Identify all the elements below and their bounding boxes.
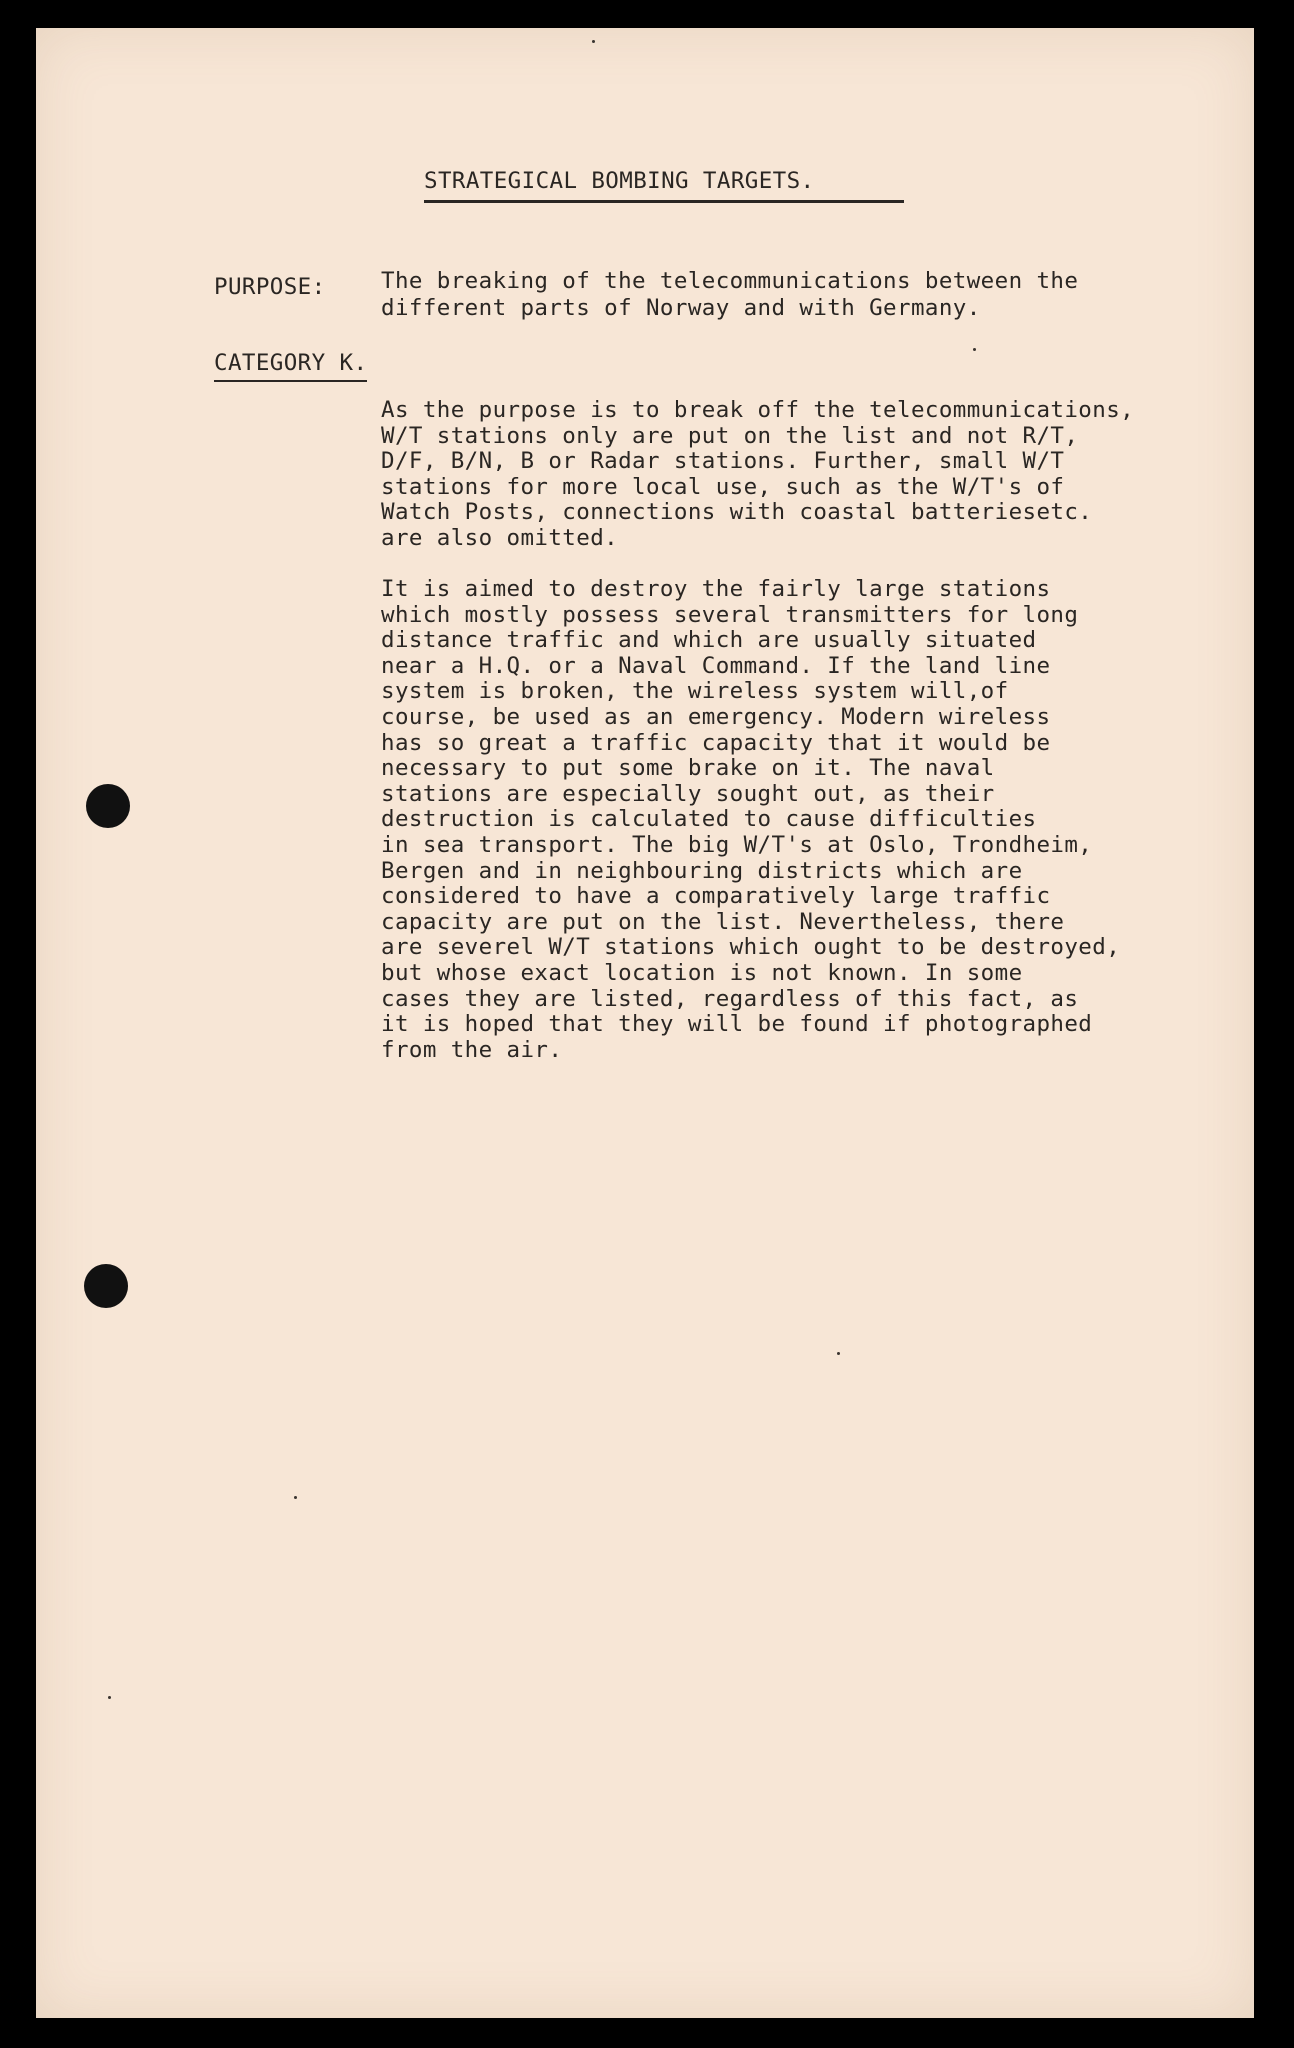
- purpose-label: PURPOSE:: [214, 274, 326, 300]
- paper-speck: [837, 1352, 840, 1355]
- text-line: As the purpose is to break off the telecommunications,: [381, 397, 1135, 423]
- text-line: near a H.Q. or a Naval Command. If the land line: [381, 652, 1051, 679]
- text-line: D/F, B/N, B or Radar stations. Further, small W/T: [381, 448, 1065, 475]
- text-line: in sea transport. The big W/T's at Oslo, Trondheim,: [381, 831, 1093, 858]
- paper-speck: [973, 348, 976, 351]
- punch-hole-upper: [86, 784, 130, 828]
- paragraph-1: [381, 398, 1241, 552]
- text-line: course, be used as an emergency. Modern wireless: [381, 703, 1051, 730]
- text-line: stations for more local use, such as the W/T's of: [381, 473, 1065, 500]
- text-line: necessary to put some brake on it. The naval: [381, 755, 995, 782]
- text-line: but whose exact location is not known. In some: [381, 959, 1023, 986]
- paper-speck: [108, 1696, 111, 1699]
- document-title: STRATEGICAL BOMBING TARGETS.: [424, 168, 904, 203]
- text-line: are severel W/T stations which ought to be destroyed,: [381, 934, 1121, 961]
- text-line: from the air.: [381, 1036, 563, 1063]
- text-line: destruction is calculated to cause difficulties: [381, 806, 1037, 833]
- text-line: Bergen and in neighbouring districts which are: [381, 857, 1023, 884]
- paper-speck: [294, 1496, 297, 1499]
- text-line: Watch Posts, connections with coastal batteriesetc.: [381, 499, 1093, 526]
- text-line: system is broken, the wireless system will,of: [381, 678, 1009, 705]
- text-line: distance traffic and which are usually situated: [381, 627, 1037, 654]
- purpose-line: different parts of Norway and with Germany.: [381, 295, 981, 321]
- text-line: considered to have a comparatively large traffic: [381, 883, 1051, 910]
- text-line: It is aimed to destroy the fairly large stations: [381, 576, 1051, 602]
- text-line: it is hoped that they will be found if photographed: [381, 1011, 1093, 1038]
- text-line: has so great a traffic capacity that it would be: [381, 729, 1051, 756]
- text-line: capacity are put on the list. Nevertheless, there: [381, 908, 1065, 935]
- paper-speck: [592, 40, 595, 43]
- purpose-text: [381, 268, 1201, 322]
- text-line: which mostly possess several transmitters for long: [381, 601, 1079, 628]
- text-line: are also omitted.: [381, 524, 619, 551]
- document-page: [36, 28, 1254, 2018]
- paragraph-2: [381, 577, 1241, 1063]
- text-line: cases they are listed, regardless of this fact, as: [381, 985, 1079, 1012]
- purpose-line: The breaking of the telecommunications between the: [381, 268, 1079, 294]
- text-line: W/T stations only are put on the list and not R/T,: [381, 422, 1079, 449]
- punch-hole-lower: [84, 1264, 128, 1308]
- text-line: stations are especially sought out, as their: [381, 780, 995, 807]
- category-heading: CATEGORY K.: [214, 350, 367, 382]
